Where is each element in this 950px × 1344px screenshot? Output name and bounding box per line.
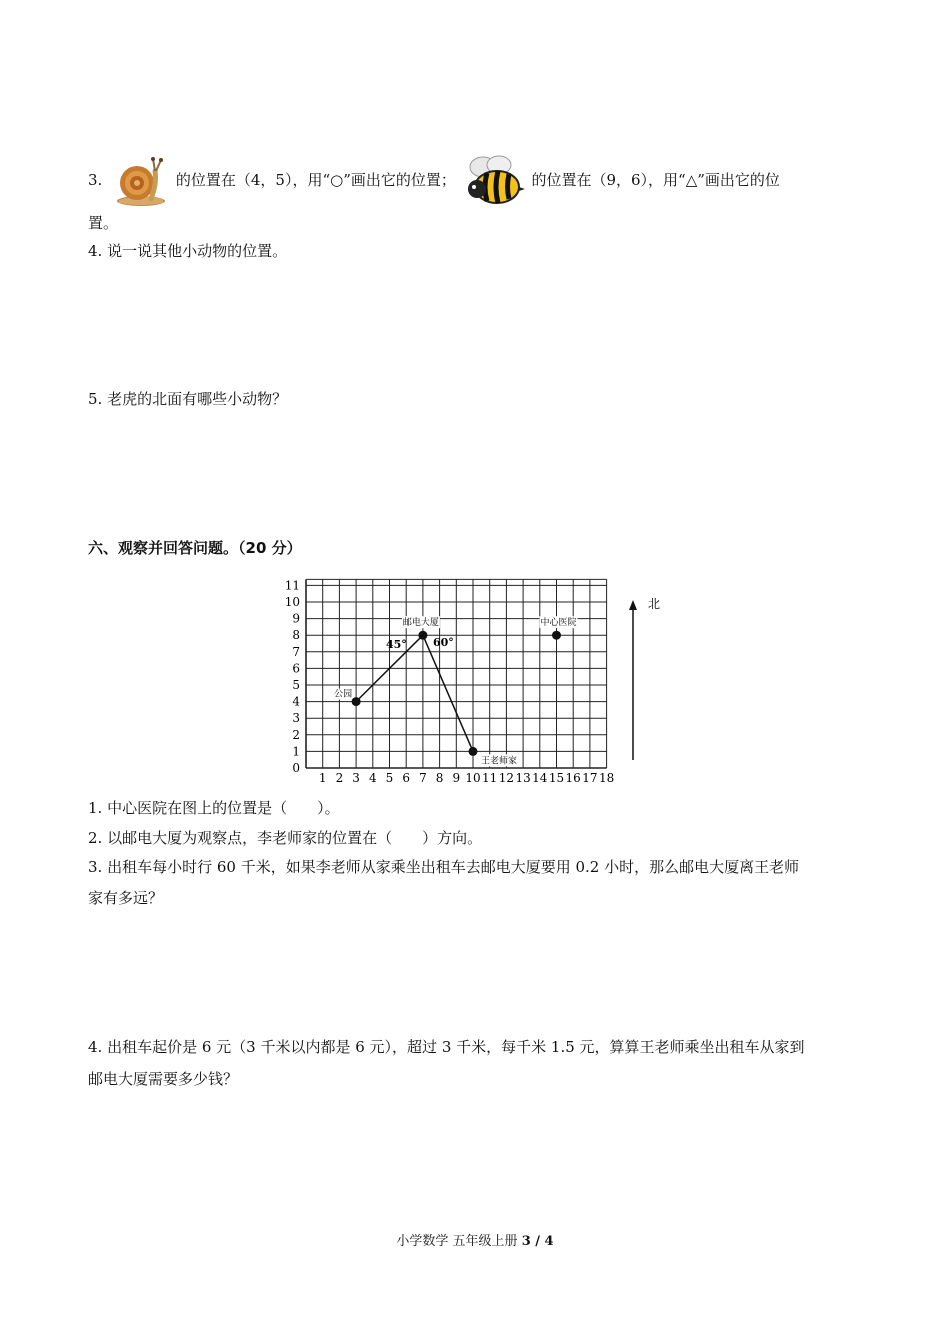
x-tick-label: 6 [402,771,411,785]
y-tick-label: 11 [284,578,300,593]
y-tick-label: 7 [292,644,300,659]
x-tick-label: 15 [548,771,565,785]
question-3-number: 3. [88,171,103,189]
y-tick-label: 4 [292,694,300,709]
y-tick-label: 6 [292,661,300,676]
route-polyline [356,635,473,751]
x-tick-label: 7 [419,771,427,785]
y-tick-label: 1 [292,744,300,759]
location-label: 邮电大厦 [402,618,439,629]
bee-position-text: 的位置在（9，6），用“△”画出它的位 [531,171,780,189]
part6-question-1: 1. 中心医院在图上的位置是（ ）。 [88,799,340,817]
x-tick-label: 14 [532,771,548,785]
grid-lines [306,579,607,768]
location-label: 公园 [334,689,353,700]
location-point [418,631,427,640]
location-points [333,616,577,766]
x-tick-label: 10 [465,771,481,785]
part6-question-3-line1: 3. 出租车每小时行 60 千米，如果李老师从家乘坐出租车去邮电大厦要用 0.2 小时，那么邮电大厦离王老师 [88,858,800,876]
north-label: 北 [648,597,661,611]
y-tick-label: 3 [292,711,300,726]
location-point [352,697,361,706]
route-path [356,635,473,751]
angle-label-45: 45° [386,638,407,651]
snail-position-text: 的位置在（4，5），用“○”画出它的位置； [175,171,456,189]
x-tick-label: 17 [582,771,598,785]
question-5: 5. 老虎的北面有哪些小动物？ [88,390,288,408]
north-arrow-head-icon [629,600,637,610]
y-tick-label: 5 [292,678,300,692]
x-tick-label: 8 [435,771,444,785]
x-tick-label: 9 [452,771,461,785]
y-tick-label: 9 [292,611,300,626]
location-label: 中心医院 [540,618,577,629]
x-tick-label: 18 [598,771,615,785]
x-tick-label: 12 [498,771,515,785]
location-label: 王老师家 [481,756,518,767]
part6-question-4-line1: 4. 出租车起价是 6 元（3 千米以内都是 6 元），超过 3 千米，每千米 1.5 元，算算王老师乘坐出租车从家到 [88,1038,805,1056]
page-footer [0,1230,950,1249]
question-4: 4. 说一说其他小动物的位置。 [88,242,288,260]
x-tick-label: 5 [385,771,394,785]
snail-icon [111,153,167,209]
angle-label-60: 60° [433,636,454,649]
y-tick-labels [285,578,301,775]
part6-question-2: 2. 以邮电大厦为观察点，李老师家的位置在（ ）方向。 [88,829,483,847]
location-point [469,747,478,756]
part6-question-3-line2: 家有多远？ [88,889,164,907]
x-tick-label: 3 [352,771,360,785]
y-tick-label: 10 [284,595,300,609]
y-tick-label: 0 [292,761,300,775]
bee-icon [465,153,525,209]
footer-subject: 小学数学 五年级上册 [396,1234,518,1249]
x-tick-label: 4 [368,771,377,785]
y-tick-label: 8 [292,628,300,643]
x-tick-label: 16 [565,771,581,785]
x-tick-label: 1 [318,771,327,785]
question-3-line [88,153,868,209]
part6-question-4-line2: 邮电大厦需要多少钱？ [88,1070,239,1088]
question-3-continuation: 置。 [88,214,119,232]
y-tick-label: 2 [292,727,300,742]
location-point [552,631,561,640]
footer-page-number: 3 / 4 [521,1234,554,1249]
x-tick-label: 2 [335,771,344,785]
x-tick-label: 11 [482,771,498,785]
x-tick-label: 13 [515,771,531,785]
x-tick-labels [319,771,614,785]
coordinate-grid-chart [270,572,690,790]
section-6-title: 六、观察并回答问题。（20 分） [88,539,302,557]
